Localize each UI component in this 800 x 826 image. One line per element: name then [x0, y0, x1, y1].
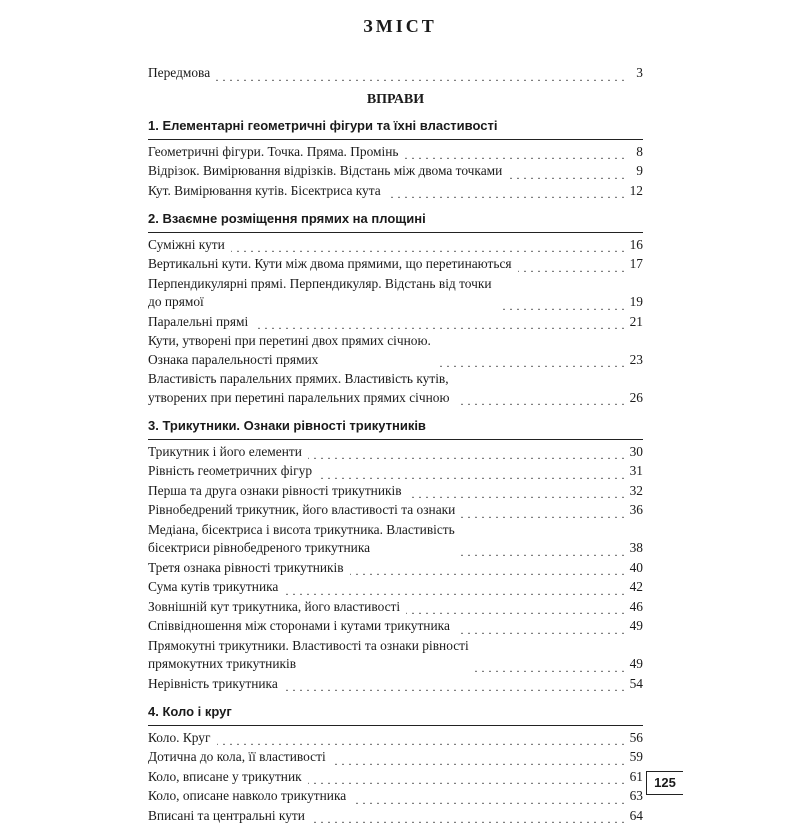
dot-leader — [461, 506, 625, 520]
toc-entry-label: Нерівність трикутника — [148, 675, 278, 691]
toc-entry-label: Зовнішній кут трикутника, його властивості — [148, 598, 401, 614]
toc-entry — [148, 807, 643, 826]
toc-entry-label: Відрізок. Вимірювання відрізків. Відстань між двома точками — [148, 163, 503, 178]
toc-entry-page: 3 — [636, 65, 643, 80]
toc-entry-label: Властивість паралельних прямих. Властивість кутів, — [148, 371, 449, 386]
page-title: ЗМІСТ — [363, 16, 437, 36]
toc-entry-page: 40 — [629, 559, 643, 575]
toc-entry-page: 59 — [629, 749, 643, 764]
dot-leader — [498, 298, 625, 312]
dot-leader — [405, 147, 625, 161]
dot-leader — [456, 622, 625, 636]
chapter-heading: 4. Коло і круг — [148, 703, 643, 726]
dot-leader — [461, 544, 625, 558]
toc-entry — [148, 162, 643, 181]
toc-entry — [148, 275, 643, 312]
dot-leader — [508, 167, 625, 181]
dot-leader — [217, 733, 626, 747]
dot-leader — [387, 186, 625, 200]
toc-entry-label: Перша та друга ознаки рівності трикутників — [148, 482, 402, 498]
toc-entry-label: Коло, вписане у трикутник — [148, 768, 302, 784]
dot-leader — [456, 393, 626, 407]
page-number: 125 — [646, 771, 683, 795]
toc-entry — [148, 521, 643, 558]
toc-entry-label: Співвідношення між сторонами і кутами трикутника — [148, 618, 450, 633]
toc-entry-label: Паралельні прямі — [148, 313, 249, 329]
dot-leader — [216, 69, 625, 83]
toc-entry — [148, 598, 643, 617]
toc-entry-label: Прямокутні трикутники. Властивості та ознаки рівності — [148, 637, 469, 653]
chapter-heading: 3. Трикутники. Ознаки рівності трикутників — [148, 417, 643, 440]
toc-entry — [148, 748, 643, 767]
toc-entry — [148, 559, 643, 578]
toc-entry-page: 9 — [636, 163, 643, 178]
toc-entry — [148, 313, 643, 332]
toc-entry-label: Геометричні фігури. Точка. Пряма. Промінь — [148, 143, 399, 159]
toc-entry-page: 30 — [629, 443, 643, 459]
dot-leader — [308, 772, 625, 786]
toc-entry-label: Сума кутів трикутника — [148, 579, 279, 594]
toc-entry-label: Ознака паралельності прямих — [148, 351, 319, 367]
toc-entry — [148, 443, 643, 462]
toc-entry-label: Передмова — [148, 65, 211, 80]
toc-entry-page: 42 — [629, 579, 643, 594]
dot-leader — [284, 583, 625, 597]
toc-entry — [148, 787, 643, 806]
section-title: ВПРАВИ — [366, 91, 425, 107]
dot-leader — [350, 563, 625, 577]
dot-leader — [408, 486, 625, 500]
toc-entry-page: 17 — [629, 256, 643, 271]
toc-entry-label: Рівнобедрений трикутник, його властивості та ознаки — [148, 502, 456, 517]
toc-entry — [148, 729, 643, 748]
dot-leader — [518, 260, 625, 274]
chapter-entries — [148, 443, 643, 694]
dot-leader — [437, 355, 625, 369]
dot-leader — [332, 753, 625, 767]
toc-entry-page: 49 — [629, 618, 643, 633]
toc-entry-page: 19 — [629, 294, 643, 309]
toc-entry — [148, 462, 643, 481]
toc-entry-label: Суміжні кути — [148, 236, 225, 252]
toc-entry-label: Вписані та центральні кути — [148, 807, 305, 823]
toc-entry-page: 31 — [629, 463, 643, 478]
toc-entry-label: утворених при перетині паралельних прямих січною — [148, 389, 450, 405]
chapter-entries — [148, 143, 643, 201]
toc-entry — [148, 182, 643, 201]
toc-entry — [148, 370, 643, 407]
toc-entry-page: 63 — [629, 788, 643, 803]
toc-entry-label: Вертикальні кути. Кути між двома прямими, що перетинаються — [148, 256, 512, 271]
toc-entry-page: 12 — [629, 182, 643, 198]
toc-entry-page: 49 — [629, 656, 643, 671]
toc-entry-label: бісектриси рівнобедреного трикутника — [148, 540, 371, 555]
toc-entry-page: 61 — [629, 768, 643, 784]
chapter-list — [148, 117, 643, 825]
toc-entry-label: Дотична до кола, її властивості — [148, 749, 326, 764]
toc-entry-page: 23 — [629, 351, 643, 367]
toc-entry-page: 54 — [629, 675, 643, 691]
toc-entry — [148, 236, 643, 255]
dot-leader — [254, 317, 625, 331]
toc-entry — [148, 501, 643, 520]
toc-entry-page: 8 — [636, 143, 643, 159]
toc-entry-label: Кут. Вимірювання кутів. Бісектриса кута — [148, 182, 381, 198]
toc-entry-label: Перпендикулярні прямі. Перпендикуляр. Відстань від точки — [148, 275, 492, 291]
dot-leader — [406, 602, 625, 616]
toc-entry — [148, 768, 643, 787]
toc-entry-page: 64 — [629, 807, 643, 823]
dot-leader — [284, 679, 625, 693]
toc-entry-label: прямокутних трикутників — [148, 656, 297, 671]
table-of-contents — [148, 64, 643, 826]
dot-leader — [352, 792, 625, 806]
toc-entry — [148, 675, 643, 694]
chapter-entries — [148, 236, 643, 408]
toc-entry-label: Рівність геометричних фігур — [148, 463, 313, 478]
toc-entry-page: 56 — [629, 729, 643, 745]
toc-entry — [148, 332, 643, 369]
chapter-entries — [148, 729, 643, 826]
toc-entry-page: 16 — [629, 236, 643, 252]
toc-entry — [148, 617, 643, 636]
dot-leader — [475, 660, 625, 674]
toc-entry-label: Медіана, бісектриса і висота трикутника. Властивість — [148, 521, 455, 537]
toc-entry-label: Коло. Круг — [148, 729, 211, 745]
toc-entry-page: 46 — [629, 598, 643, 614]
toc-entry-preface — [148, 64, 643, 83]
toc-entry-label: до прямої — [148, 294, 204, 309]
toc-entry — [148, 143, 643, 162]
toc-entry-page: 38 — [629, 540, 643, 555]
toc-entry — [148, 482, 643, 501]
toc-entry-label: Коло, описане навколо трикутника — [148, 788, 347, 803]
dot-leader — [318, 467, 625, 481]
dot-leader — [308, 447, 625, 461]
chapter-heading: 2. Взаємне розміщення прямих на площині — [148, 210, 643, 233]
chapter-heading: 1. Елементарні геометричні фігури та їхні властивості — [148, 117, 643, 140]
toc-entry — [148, 255, 643, 274]
toc-entry — [148, 578, 643, 597]
toc-entry-page: 36 — [629, 502, 643, 517]
dot-leader — [231, 240, 625, 254]
toc-entry-label: Кути, утворені при перетині двох прямих січною. — [148, 333, 431, 348]
toc-entry-page: 32 — [629, 482, 643, 498]
toc-entry-page: 21 — [629, 313, 643, 329]
toc-entry — [148, 637, 643, 674]
dot-leader — [311, 811, 625, 825]
toc-entry-label: Трикутник і його елементи — [148, 443, 302, 459]
toc-entry-label: Третя ознака рівності трикутників — [148, 559, 344, 575]
toc-entry-page: 26 — [629, 389, 643, 405]
